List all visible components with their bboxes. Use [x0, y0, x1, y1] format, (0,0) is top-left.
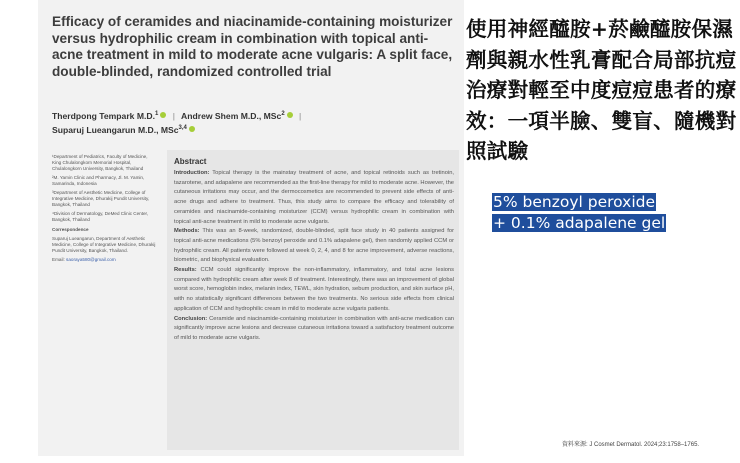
- highlight-line-1: 5% benzoyl peroxide: [493, 193, 656, 211]
- section-label: Introduction:: [174, 170, 210, 176]
- correspondence-heading: Correspondence: [52, 227, 89, 232]
- email-link[interactable]: saoraya580@gmail.com: [66, 257, 116, 262]
- author-name: Andrew Shem M.D., MSc: [181, 110, 282, 121]
- section-text: Topical therapy is the mainstay treatment of acne, and topical retinoids such as tretinoin, tazarotene, and adapalene are recommended as the first-line therapy for mild to moderate acne. However, the cutaneous irritations may occur, and the dermocosmetics are recommended to prevent side effects of anti-acne drugs and adhere to treatment. Thus, this study aims to compare the efficacy and tolerability of ceramides and niacinamide-containing moisturizer (CCM) versus hydrophilic cream in combination with topical anti-acne treatment in mild to moderate acne vulgaris.: [174, 170, 454, 225]
- paper-title: Efficacy of ceramides and niacinamide-containing moisturizer versus hydrophilic cream in combination with topical anti-acne treatment in mild to moderate acne vulgaris: A split face, double-blinded, randomized controlled trial: [52, 14, 453, 79]
- abstract-methods: [174, 227, 454, 266]
- slide-chinese-title: 使用神經醯胺+菸鹼醯胺保濕劑與親水性乳膏配合局部抗痘治療對輕至中度痘痘患者的療效：一項半臉、雙盲、隨機對照試驗: [466, 17, 737, 163]
- author-sup: 3,4: [178, 124, 187, 131]
- section-text: CCM could significantly improve the non-inflammatory, inflammatory, and total acne lesions compared with hydrophilic cream after week 8 of treatment. Interestingly, there was an improvement of global worst score, hemoglobin index, melanin index, TEWL, skin hydration, sebum production, and skin surface pH, with no statistically significant differences between the two treatments. No serious side effects from clinical application of CCM and hydrophilic cream in mild to moderate acne vulgaris patients.: [174, 267, 454, 312]
- abstract-results: [174, 266, 454, 315]
- abstract-introduction: [174, 169, 454, 227]
- abstract-conclusion: [174, 315, 454, 344]
- affiliation: ³Department of Aesthetic Medicine, College of Integrative Medicine, Dhurakij Pundit University, Bangkok, Thailand: [52, 190, 150, 207]
- section-label: Methods:: [174, 228, 200, 235]
- orcid-icon: [287, 112, 293, 118]
- abstract-box: [167, 150, 459, 450]
- abstract-heading: Abstract: [174, 157, 207, 166]
- affiliation: ¹Department of Pediatrics, Faculty of Medicine, King Chulalongkorn Memorial Hospital, Chulalongkorn University, Bangkok, Thailand: [52, 154, 148, 171]
- author-line-2: [52, 122, 456, 136]
- email-label: Email:: [52, 257, 65, 262]
- affiliation: ⁴Division of Dermatology, DeMed Clinic Center, Bangkok, Thailand: [52, 211, 149, 222]
- author-sup: 2: [281, 111, 285, 117]
- section-label: Conclusion:: [174, 315, 208, 322]
- author-list: [52, 108, 456, 136]
- highlight-line-2: + 0.1% adapalene gel: [493, 214, 666, 232]
- orcid-icon: [189, 126, 195, 132]
- author-name: Suparuj Lueangarun M.D., MSc: [52, 124, 179, 135]
- correspondence-text: Suparuj Lueangarun, Department of Aesthetic Medicine, College of Integrative Medicine, Dhurakij Pundit University, Bangkok, Thailand.: [52, 236, 156, 253]
- section-text: Ceramide and niacinamide-containing moisturizer in combination with anti-acne medication can significantly improve acne lesions and decrease cutaneous irritations toward a satisfactory treatment outcome of mild to moderate acne vulgaris.: [174, 315, 454, 341]
- author-separator: |: [172, 110, 175, 121]
- paper-screenshot: [38, 0, 464, 456]
- orcid-icon: [160, 112, 166, 118]
- affiliations-column: [52, 154, 156, 266]
- section-label: Results:: [174, 267, 197, 274]
- affiliation: ²M. Yamin Clinic and Pharmacy, Jl. M. Yamin, Samarinda, Indonesia: [52, 175, 145, 186]
- treatment-highlight: [492, 192, 676, 234]
- author-separator: |: [299, 110, 302, 121]
- section-text: This was an 8-week, randomized, double-blinded, split face study in 40 patients assigned for topical anti-acne medications (5% benzoyl peroxide and 0.1% adapalene gel), then randomly applied CCM or hydrophilic cream. All patients were followed at week 0, 2, 4, and 8 for acne improvement, adverse reactions, biometric, and biophysical evaluation.: [174, 228, 454, 264]
- author-name: Therdpong Tempark M.D.: [52, 110, 155, 121]
- author-line-1: [52, 108, 456, 122]
- correspondence-email-line: [52, 257, 156, 263]
- author-sup: 1: [154, 111, 159, 117]
- source-citation: 資料來源: J Cosmet Dermatol. 2024;23:1758–1765.: [562, 442, 700, 448]
